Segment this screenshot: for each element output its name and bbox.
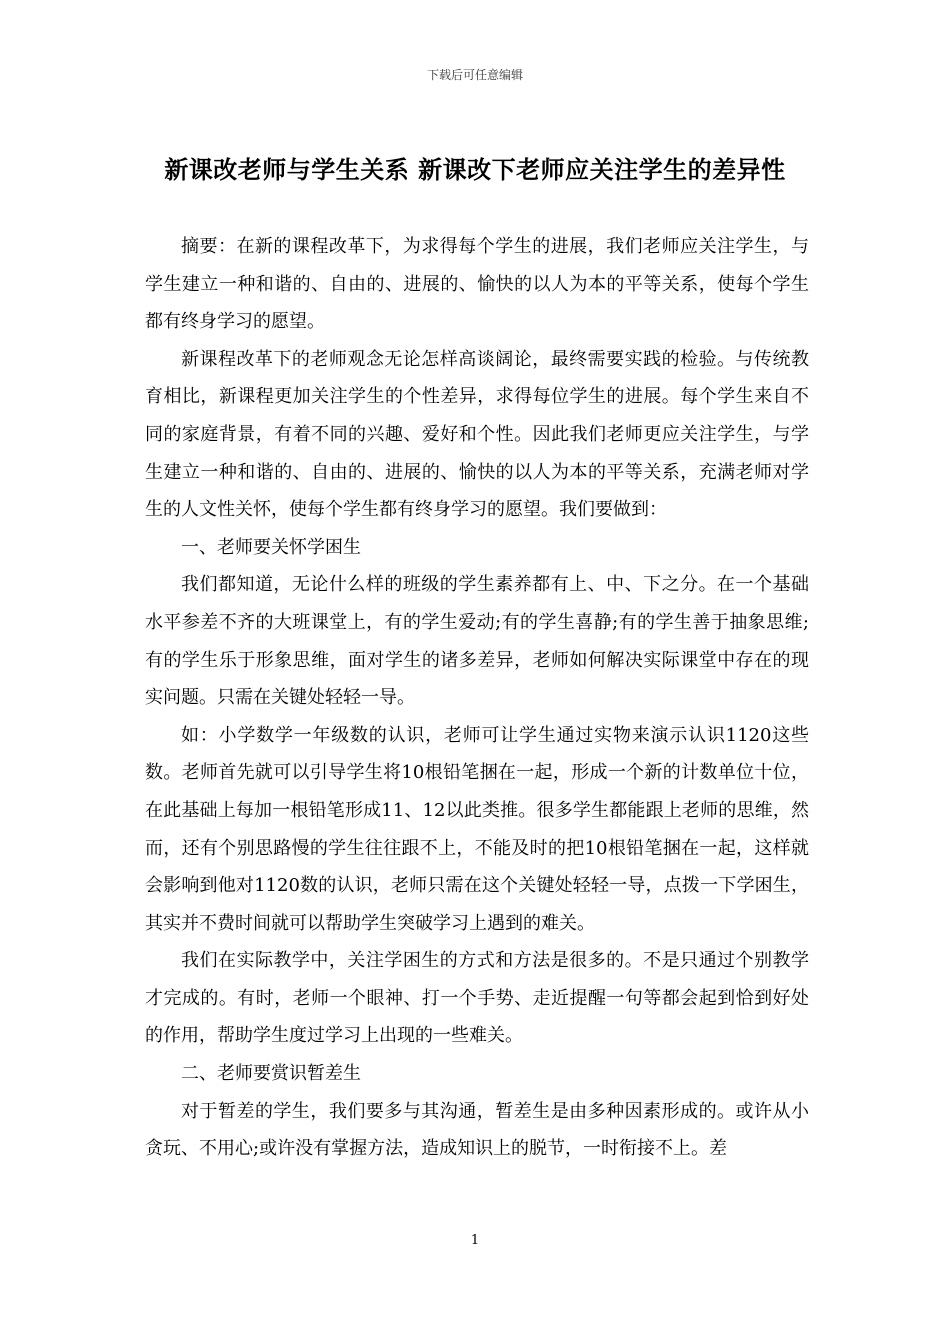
page-number: 1 <box>470 1233 480 1248</box>
paragraph: 对于暂差的学生，我们要多与其沟通，暂差生是由多种因素形成的。或许从小贪玩、不用心;或许没有掌握方法，造成知识上的脱节，一时衔接不上。差 <box>145 1100 809 1160</box>
section-heading: 一、老师要关怀学困生 <box>181 536 361 558</box>
section-heading: 二、老师要赏识暂差生 <box>181 1063 361 1085</box>
paragraph: 如：小学数学一年级数的认识，老师可让学生通过实物来演示认识1120这些数。老师首先就可以引导学生将10根铅笔捆在一起，形成一个新的计数单位十位，在此基础上每加一根铅笔形成11、12以此类推。很多学生都能跟上老师的思维，然而，还有个别思路慢的学生往往跟不上，不能及时的把10根铅笔捆在一起，这样就会影响到他对1120数的认识，老师只需在这个关键处轻轻一导，点拨一下学困生，其实并不费时间就可以帮助学生突破学习上遇到的难关。 <box>145 724 809 934</box>
paragraph-abstract: 摘要：在新的课程改革下，为求得每个学生的进展，我们老师应关注学生，与学生建立一种和谐的、自由的、进展的、愉快的以人为本的平等关系，使每个学生都有终身学习的愿望。 <box>145 236 809 333</box>
paragraph: 我们在实际教学中，关注学困生的方式和方法是很多的。不是只通过个别教学才完成的。有时，老师一个眼神、打一个手势、走近提醒一句等都会起到恰到好处的作用，帮助学生度过学习上出现的一些难关。 <box>145 950 809 1047</box>
paragraph: 我们都知道，无论什么样的班级的学生素养都有上、中、下之分。在一个基础水平参差不齐的大班课堂上，有的学生爱动;有的学生喜静;有的学生善于抽象思维;有的学生乐于形象思维，面对学生的诸多差异，老师如何解决实际课堂中存在的现实问题。只需在关键处轻轻一导。 <box>145 574 809 709</box>
document-body <box>145 228 809 1168</box>
header-note: 下载后可任意编辑 <box>426 68 523 82</box>
document-title: 新课改老师与学生关系 新课改下老师应关注学生的差异性 <box>164 156 786 184</box>
paragraph: 新课程改革下的老师观念无论怎样高谈阔论，最终需要实践的检验。与传统教育相比，新课程更加关注学生的个性差异，求得每位学生的进展。每个学生来自不同的家庭背景，有着不同的兴趣、爱好和个性。因此我们老师更应关注学生，与学生建立一种和谐的、自由的、进展的、愉快的以人为本的平等关系，充满老师对学生的人文性关怀，使每个学生都有终身学习的愿望。我们要做到： <box>145 348 809 521</box>
